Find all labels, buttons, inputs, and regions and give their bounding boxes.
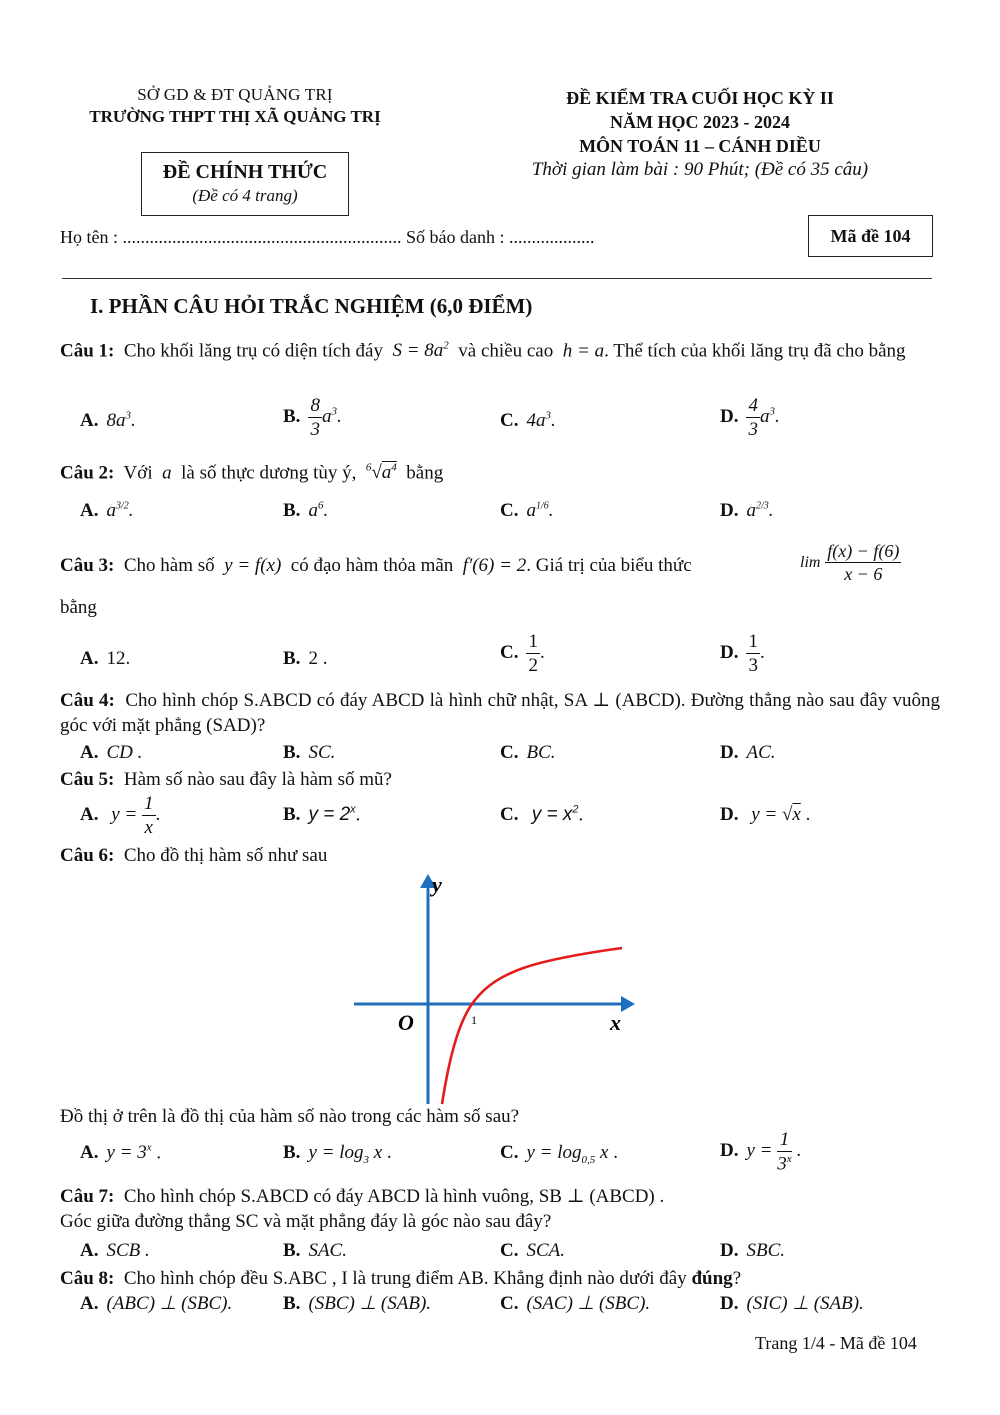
x-axis-label: x — [610, 1010, 621, 1035]
option-b[interactable]: B. $y = 2^x$. — [283, 804, 361, 826]
option-a[interactable]: A. 12. — [80, 648, 131, 669]
question-text: Cho hình chóp S.ABCD có đáy ABCD là hình chữ nhật, SA ⊥ (ABCD). Đường thẳng nào sau đây vuông góc với mặt phẳng (SAD)? — [60, 690, 940, 736]
option-a[interactable]: A. $a^{3/2}$. — [80, 500, 134, 521]
question-1-options — [80, 396, 940, 446]
question-5 — [60, 767, 940, 792]
school-year: NĂM HỌC 2023 - 2024 — [610, 112, 790, 132]
option-c[interactable]: C. (SAC) ⊥ (SBC). — [500, 1293, 651, 1314]
option-d[interactable]: D. $\frac{1}{3}$ . — [720, 631, 765, 676]
option-d[interactable]: D. y = √x . — [720, 804, 811, 825]
question-8: Câu 8: Cho hình chóp đều S.ABC , I là trung điểm AB. Khẳng định nào dưới đây đúng? — [60, 1268, 742, 1289]
question-label: Câu 2: — [60, 462, 115, 484]
question-label: Câu 5: — [60, 769, 115, 790]
page-count: (Đề có 4 trang) — [192, 186, 298, 205]
school-name: TRƯỜNG THPT THỊ XÃ QUẢNG TRỊ — [89, 107, 381, 126]
option-c[interactable]: C. $y = x^2$. — [500, 804, 584, 826]
question-text: . Thể tích của khối lăng trụ đã cho bằng — [604, 340, 906, 362]
question-4 — [60, 688, 940, 738]
option-a[interactable]: A. $8a^3$. — [80, 410, 136, 432]
divider — [62, 278, 932, 279]
question-7 — [60, 1184, 940, 1234]
option-d[interactable]: D. SBC. — [720, 1240, 786, 1261]
question-text: Cho hình chóp đều S.ABC , I là trung điểm AB. Khẳng định nào dưới đây — [123, 1268, 687, 1289]
option-b[interactable]: B. $y = \log_3 x$ . — [283, 1142, 392, 1166]
exam-title: ĐỀ KIỂM TRA CUỐI HỌC KỲ II — [566, 88, 834, 108]
question-6-options — [80, 1130, 940, 1176]
option-a[interactable]: A. $y = 3^x$ . — [80, 1142, 162, 1164]
question-text: Góc giữa đường thẳng SC và mặt phẳng đáy là góc nào sau đây? — [60, 1211, 552, 1232]
question-text: Với — [123, 462, 153, 484]
question-5-options — [80, 794, 940, 842]
limit-expression: lim $\frac{f(x) - f(6)}{x - 6}$ — [800, 541, 900, 584]
option-a[interactable]: A. (ABC) ⊥ (SBC). — [80, 1293, 233, 1314]
question-text: bằng — [406, 462, 444, 484]
question-text: bằng — [60, 597, 97, 618]
question-label: Câu 6: — [60, 845, 115, 866]
x-axis-arrow — [621, 996, 635, 1012]
option-d[interactable]: D. y = $\frac{1}{3^x}$ . — [720, 1129, 802, 1175]
question-text: Hàm số nào sau đây là hàm số mũ? — [123, 769, 392, 790]
option-a[interactable]: A. y = $\frac{1}{x}$ . — [80, 793, 161, 838]
question-text: Cho đồ thị hàm số như sau — [123, 845, 328, 866]
exam-code-box: Mã đề 104 — [808, 215, 933, 257]
page-footer: Trang 1/4 - Mã đề 104 — [755, 1333, 917, 1353]
question-label: Câu 8: — [60, 1268, 115, 1289]
option-c[interactable]: C. SCA. — [500, 1240, 566, 1261]
option-c[interactable]: C. $4a^3$. — [500, 410, 556, 432]
option-a[interactable]: A. SCB . — [80, 1240, 150, 1261]
exam-time: Thời gian làm bài : 90 Phút; (Đề có 35 câu) — [531, 159, 869, 180]
origin-label: O — [398, 1010, 414, 1035]
log-curve — [442, 948, 622, 1104]
tick-label-1: 1 — [471, 1013, 477, 1027]
question-6-prompt: Đồ thị ở trên là đồ thị của hàm số nào trong các hàm số sau? — [60, 1106, 520, 1127]
option-a[interactable]: A. CD . — [80, 742, 143, 763]
option-c[interactable]: C. $\frac{1}{2}$ . — [500, 631, 545, 676]
question-3-options — [80, 632, 940, 682]
option-c[interactable]: C. $a^{1/6}$. — [500, 500, 554, 521]
option-b[interactable]: B. SC. — [283, 742, 336, 763]
emphasis-word: đúng — [691, 1268, 733, 1289]
question-1 — [60, 334, 940, 363]
student-info-line: Họ tên : .............................................................. Số báo danh : ................... — [60, 227, 595, 247]
question-4-options — [80, 742, 940, 768]
question-text: Cho hàm số — [123, 555, 215, 576]
section-title: I. PHẦN CÂU HỎI TRẮC NGHIỆM (6,0 ĐIỂM) — [90, 294, 533, 318]
question-text: có đạo hàm thỏa mãn — [290, 555, 454, 576]
official-box — [141, 152, 349, 216]
option-d[interactable]: D. (SIC) ⊥ (SAB). — [720, 1293, 864, 1314]
subject: MÔN TOÁN 11 – CÁNH DIỀU — [579, 136, 821, 156]
option-d[interactable]: D. $\frac{4}{3}$ $a^3$. — [720, 395, 780, 440]
option-b[interactable]: B. $\frac{8}{3}$ $a^3$. — [283, 395, 342, 440]
question-text: Cho hình chóp S.ABCD có đáy ABCD là hình vuông, SB ⊥ (ABCD) . — [123, 1186, 665, 1207]
header-right — [470, 86, 930, 182]
option-b[interactable]: B. 2 . — [283, 648, 328, 669]
question-2-options — [80, 488, 940, 528]
option-d[interactable]: D. $a^{2/3}$. — [720, 500, 774, 521]
question-text: . Giá trị của biểu thức — [526, 555, 692, 576]
question-label: Câu 3: — [60, 555, 115, 576]
option-b[interactable]: B. (SBC) ⊥ (SAB). — [283, 1293, 432, 1314]
question-text: Cho khối lăng trụ có diện tích đáy — [123, 340, 383, 362]
question-3: Câu 3: Cho hàm số y = f(x) có đạo hàm thỏa mãn f′(6) = 2. Giá trị của biểu thức — [60, 555, 692, 576]
formula: $^6√a^4$ — [365, 462, 397, 484]
formula: $S = 8a^2$ — [387, 340, 449, 362]
question-text: và chiều cao — [458, 340, 554, 362]
question-6 — [60, 843, 940, 868]
option-d[interactable]: D. AC. — [720, 742, 776, 763]
question-7-options — [80, 1240, 940, 1266]
y-axis-label: y — [432, 872, 442, 897]
official-label: ĐỀ CHÍNH THỨC — [162, 161, 328, 183]
question-label: Câu 4: — [60, 690, 115, 711]
dept-name: SỞ GD & ĐT QUẢNG TRỊ — [137, 85, 333, 104]
question-2: Câu 2: Với a là số thực dương tùy ý, $^6√a^4$ bằng — [60, 462, 444, 484]
question-text: là số thực dương tùy ý, — [181, 462, 357, 484]
option-c[interactable]: C. $y = \log_{0,5} x$ . — [500, 1142, 618, 1166]
function-graph — [350, 868, 640, 1108]
header-left — [60, 84, 410, 128]
option-b[interactable]: B. $a^6$. — [283, 500, 329, 522]
question-label: Câu 1: — [60, 340, 115, 362]
option-b[interactable]: B. SAC. — [283, 1240, 347, 1261]
formula: h = a — [558, 340, 605, 362]
question-8-options — [80, 1292, 940, 1318]
question-label: Câu 7: — [60, 1186, 115, 1207]
option-c[interactable]: C. BC. — [500, 742, 556, 763]
